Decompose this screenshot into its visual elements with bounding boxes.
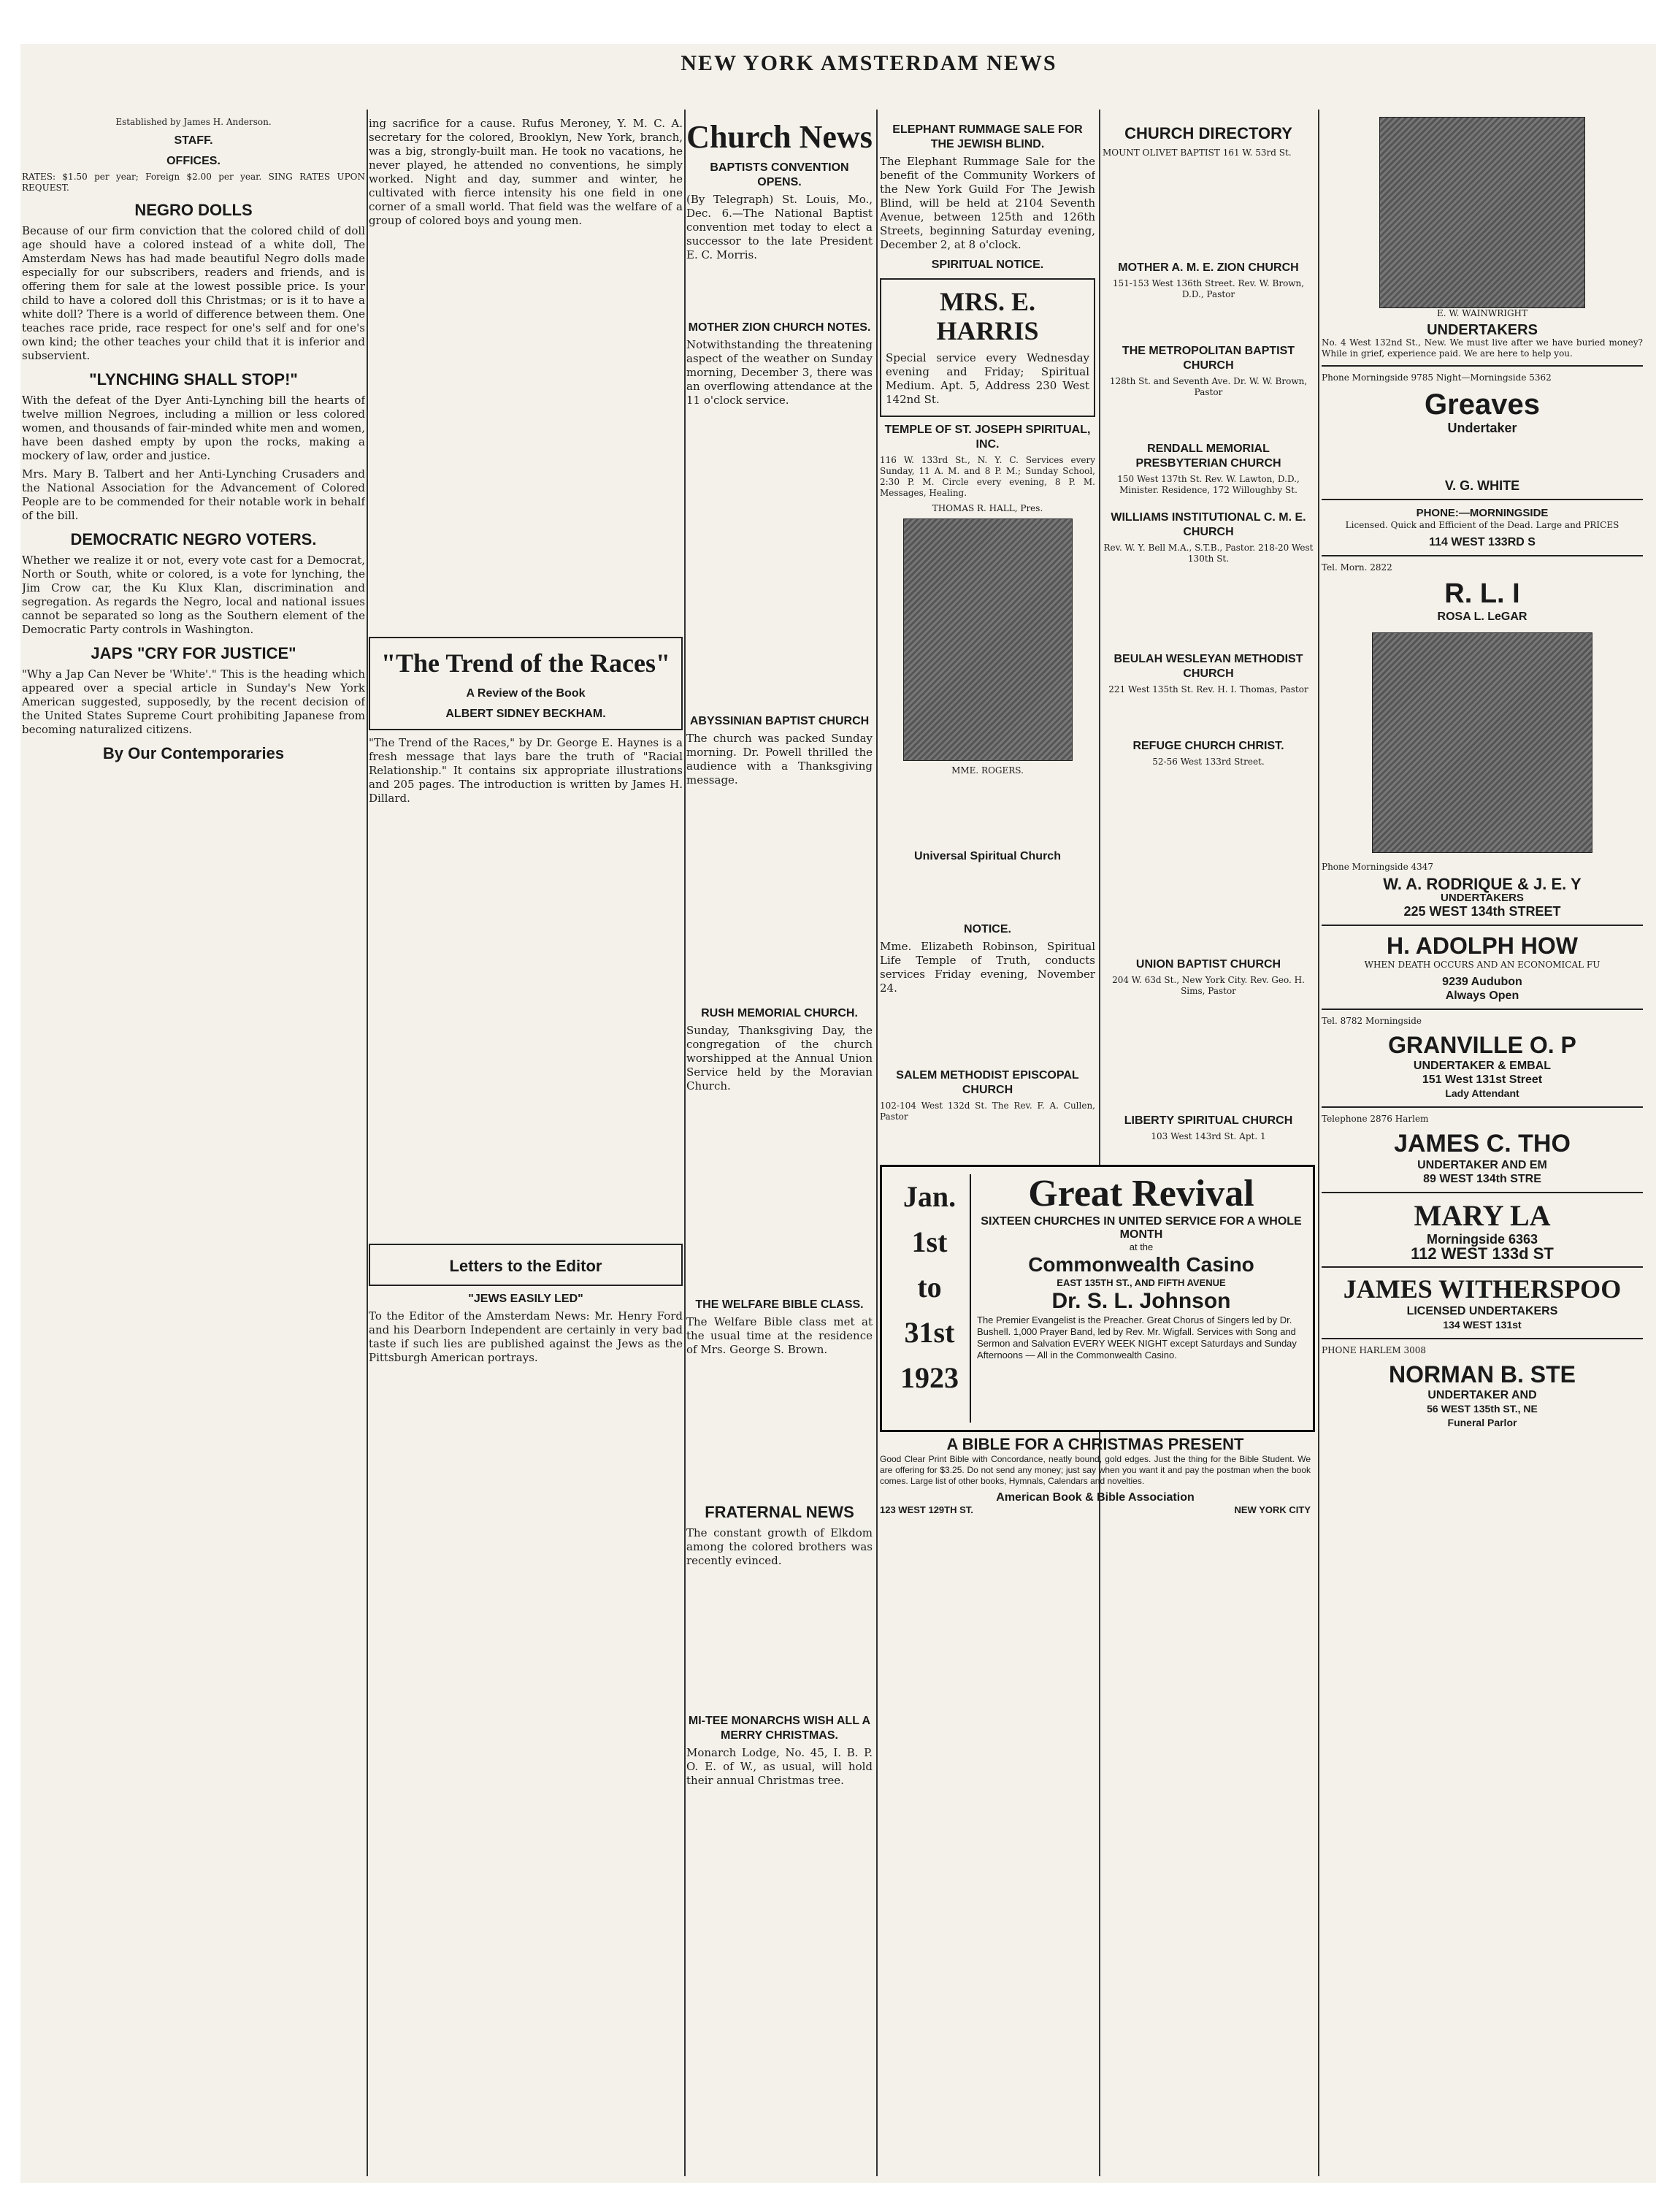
refuge-text: 52-56 West 133rd Street. [1152, 757, 1265, 767]
mitee-title: MI-TEE MONARCHS WISH ALL A MERRY CHRISTMAS. [688, 1715, 871, 1742]
james-name: JAMES C. THO [1394, 1130, 1571, 1157]
rodrigue-sub: UNDERTAKERS [1441, 892, 1524, 904]
rush-title: RUSH MEMORIAL CHURCH. [701, 1007, 858, 1019]
mitee-text: Monarch Lodge, No. 45, I. B. P. O. E. of W., as usual, will hold their annual Christmas tree. [686, 1746, 873, 1787]
rli-phone: Tel. Morn. 2822 [1322, 562, 1392, 573]
salem-title: SALEM METHODIST EPISCOPAL CHURCH [896, 1069, 1079, 1096]
church-news-title: Church News [686, 119, 873, 155]
revival-venue-address: EAST 135TH ST., AND FIFTH AVENUE [1057, 1277, 1226, 1288]
column-rule [684, 110, 686, 2176]
notice-text: Mme. Elizabeth Robinson, Spiritual Life Temple of Truth, conducts services Friday evening, November 24. [880, 940, 1095, 995]
revival-date-line: 1923 [900, 1361, 959, 1394]
bible-title: A BIBLE FOR A CHRISTMAS PRESENT [946, 1435, 1244, 1453]
harris-name: MRS. E. HARRIS [936, 287, 1039, 345]
phones-text: Phone Morningside 9785 Night—Morningside 5362 [1322, 372, 1552, 383]
notice-photo [1372, 632, 1592, 853]
torn-edge [0, 0, 1656, 44]
revival-date-line: to [917, 1271, 942, 1304]
harris-text: Special service every Wednesday evening and Friday; Spiritual Medium. Apt. 5, Address 230 West 142nd St. [886, 351, 1089, 406]
mary-name: MARY LA [1414, 1199, 1551, 1232]
greaves-sub: Undertaker [1447, 421, 1517, 435]
trend-title: "The Trend of the Races" [381, 648, 670, 678]
rodrigue-address: 225 WEST 134th STREET [1403, 904, 1561, 919]
negro-dolls-text: Because of our firm conviction that the colored child of doll age should have a colored instead of a white doll, The Amsterdam News has had made beautiful Negro dolls made especially for our subscribers, readers and friends, and is offering them for sale at the lowest possible price. Is your child to have a colored doll this Christmas; or is it to have a white doll? There is a world of difference between them. One teaches race pride, race respect for one's self and for one's own kind; the other teaches your child that it is inferior and subservient. [22, 224, 365, 362]
olivet-text: MOUNT OLIVET BAPTIST 161 W. 53rd St. [1103, 148, 1292, 158]
rummage-text: The Elephant Rummage Sale for the benefit of the Community Workers of the New York Guild For The Jewish Blind, will be held at 2104 Seventh Avenue, between 125th and 126th Streets, beginning Saturday evening, December 2, at 8 o'clock. [880, 155, 1095, 251]
trend-author: ALBERT SIDNEY BECKHAM. [445, 708, 606, 720]
bible-ad [880, 1435, 1311, 1603]
fraternal-text: The constant growth of Elkdom among the colored brothers was recently evinced. [686, 1526, 873, 1567]
rodrigue-name: W. A. RODRIQUE & J. E. Y [1383, 875, 1582, 893]
meroney-story: ing sacrifice for a cause. Rufus Meroney, Y. M. C. A. secretary for the colored, Brooklyn, New York, branch, was a big, strongly-built man. He took no vacations, he never played, he attended no conventions, he simply worked. Night and day, summer and winter, he cultivated with fierce intensity his one field in one corner of a small world. That field was the welfare of a group of colored boys and young men. [369, 117, 683, 227]
adolph-sub: WHEN DEATH OCCURS AND AN ECONOMICAL FU [1364, 960, 1601, 970]
revival-description: The Premier Evangelist is the Preacher. Great Chorus of Singers led by Dr. Bushell. 1,000 Prayer Band, led by Rev. Mr. Wigfall. Services with Song and Sermon and Salvation EVERY WEEK NIGHT except Saturdays and Sunday Afternoons — All in the Commonwealth Casino. [977, 1314, 1297, 1361]
divider [1322, 1266, 1643, 1268]
column-2 [369, 117, 683, 2162]
temple-pres: THOMAS R. HALL, Pres. [932, 503, 1043, 513]
witherspoon-address: 134 WEST 131st [1443, 1319, 1522, 1331]
morningside-phone: PHONE:—MORNINGSIDE [1416, 507, 1549, 519]
lynching-title: "LYNCHING SHALL STOP!" [89, 370, 298, 389]
torn-edge [0, 2183, 1656, 2212]
established-line: Established by James H. Anderson. [115, 117, 272, 127]
divider [1322, 1009, 1643, 1010]
fraternal-title: FRATERNAL NEWS [705, 1503, 854, 1521]
democratic-text: Whether we realize it or not, every vote cast for a Democrat, North or South, white or colored, is a vote for lynching, the Jim Crow car, the Ku Klux Klan, discrimination and segregation. As regards the Negro, local and national issues cannot be separated so long as the Southern element of the Democratic Party controls in Washington. [22, 554, 365, 636]
contemporaries-title: By Our Contemporaries [102, 744, 285, 762]
bible-address: 123 WEST 129TH ST. [880, 1504, 973, 1515]
bible-address-row [880, 1504, 1311, 1515]
licensed-text: Licensed. Quick and Efficient of the Dead. Large and PRICES [1345, 520, 1619, 530]
rli-name: R. L. I [1444, 578, 1520, 609]
granville-tel: Tel. 8782 Morningside [1322, 1016, 1422, 1026]
universal-title: Universal Spiritual Church [914, 850, 1061, 862]
torn-edge [0, 0, 20, 2212]
refuge-title: REFUGE CHURCH CHRIST. [1132, 740, 1284, 752]
divider [1322, 1338, 1643, 1339]
negro-dolls-title: NEGRO DOLLS [134, 201, 253, 219]
zion-title: MOTHER ZION CHURCH NOTES. [688, 321, 871, 334]
wainwright-photo [1379, 117, 1585, 308]
wainwright-text: No. 4 West 132nd St., New. We must live after we have buried money? While in grief, experience paid. We are here to help you. [1322, 337, 1643, 359]
adolph-name: H. ADOLPH HOW [1387, 933, 1578, 959]
revival-date-line: 31st [904, 1316, 955, 1349]
baptists-title: BAPTISTS CONVENTION OPENS. [710, 161, 849, 188]
church-directory-header: CHURCH DIRECTORY [1124, 124, 1292, 142]
column-3 [686, 117, 873, 2162]
talbert-text: Mrs. Mary B. Talbert and her Anti-Lynching Crusaders and the National Association for the Advancement of Colored People are to be commended for their notable work in behalf of the bill. [22, 467, 365, 522]
column-4 [880, 117, 1095, 2162]
adolph-phone: 9239 Audubon [1442, 976, 1522, 988]
divider [1322, 925, 1643, 926]
column-rule [876, 110, 878, 2176]
williams-title: WILLIAMS INSTITUTIONAL C. M. E. CHURCH [1111, 511, 1306, 538]
granville-sub: UNDERTAKER & EMBAL [1413, 1060, 1552, 1072]
lynching-text: With the defeat of the Dyer Anti-Lynching bill the hearts of twelve million Negroes, including a million or less colored women, and thousands of fair-minded white men and women, have been dashed empty by upon the rocks, making a mockery of law, order and justice. [22, 394, 365, 462]
japs-text: "Why a Jap Can Never be 'White'." This is the heading which appeared over a special article in Sunday's New York American suggested, supposedly, by the recent decision of the United States Supreme Court prohibiting Japanese from becoming naturalized citizens. [22, 667, 365, 736]
column-rule [367, 110, 368, 2176]
witherspoon-name: JAMES WITHERSPOO [1343, 1274, 1622, 1304]
divider [1322, 555, 1643, 556]
zion-text: Notwithstanding the threatening aspect of the weather on Sunday morning, December 3, there was an overflowing attendance at the 11 o'clock service. [686, 338, 873, 407]
granville-name: GRANVILLE O. P [1388, 1032, 1576, 1058]
trend-box [369, 637, 683, 730]
bible-city: NEW YORK CITY [1234, 1504, 1311, 1515]
norman-phone: PHONE HARLEM 3008 [1322, 1345, 1426, 1355]
trend-subtitle: A Review of the Book [466, 687, 586, 700]
rendall-text: 150 West 137th St. Rev. W. Lawton, D.D., Minister. Residence, 172 Willoughby St. [1117, 474, 1300, 495]
notice-title: NOTICE. [964, 923, 1011, 935]
james-sub: UNDERTAKER AND EM [1417, 1159, 1547, 1171]
democratic-title: DEMOCRATIC NEGRO VOTERS. [70, 530, 317, 548]
divider [1322, 1106, 1643, 1108]
column-6 [1322, 117, 1643, 2162]
revival-date-line: Jan. [902, 1180, 957, 1213]
spiritual-notice: SPIRITUAL NOTICE. [931, 259, 1044, 271]
letters-title: Letters to the Editor [449, 1257, 602, 1275]
wainwright-title: UNDERTAKERS [1427, 322, 1538, 338]
norman-sub: UNDERTAKER AND [1427, 1389, 1537, 1401]
rosa-name: ROSA L. LeGAR [1437, 611, 1527, 623]
harris-ad [880, 278, 1095, 417]
letters-box [369, 1244, 683, 1286]
salem-text: 102-104 West 132d St. The Rev. F. A. Cullen, Pastor [880, 1101, 1095, 1122]
jews-text: To the Editor of the Amsterdam News: Mr. Henry Ford and his Dearborn Independent are certainly in very bad taste if such lies are published against the Jews as the Pittsburgh American portrays. [369, 1309, 683, 1364]
great-revival-ad [880, 1165, 1315, 1432]
rummage-title: ELEPHANT RUMMAGE SALE FOR THE JEWISH BLIND. [892, 123, 1083, 150]
portrait-photo [903, 518, 1073, 761]
rli-address: 114 WEST 133RD S [1429, 536, 1536, 548]
column-1 [22, 117, 365, 2162]
divider [1322, 499, 1643, 500]
revival-title: Great Revival [1028, 1173, 1254, 1214]
trend-text: "The Trend of the Races," by Dr. George E. Haynes is a fresh message that lays bare the truth of "Racial Relationship." It contains six appropriate illustrations and 205 pages. The introduction is written by James H. Dillard. [369, 736, 683, 805]
rodrigue-phone: Phone Morningside 4347 [1322, 862, 1434, 872]
revival-sub: SIXTEEN CHURCHES IN UNITED SERVICE FOR A WHOLE MONTH [981, 1215, 1302, 1241]
norman-address: 56 WEST 135th ST., NE [1427, 1403, 1538, 1415]
welfare-title: THE WELFARE BIBLE CLASS. [695, 1298, 864, 1311]
liberty-text: 103 West 143rd St. Apt. 1 [1151, 1131, 1266, 1141]
abyssinian-text: The church was packed Sunday morning. Dr. Powell thrilled the audience with a Thanksgiving message. [686, 732, 873, 787]
funeral-parlor: Funeral Parlor [1447, 1417, 1517, 1428]
revival-dates [889, 1174, 971, 1423]
bible-text: Good Clear Print Bible with Concordance, neatly bound, gold edges. Just the thing for the Bible Student. We are offering for $3.25. Do not send any money; just say when you want it and pay the postman when the book comes. Large list of other books, Hymnals, Calendars and novelties. [880, 1454, 1311, 1486]
abyssinian-title: ABYSSINIAN BAPTIST CHURCH [689, 715, 870, 727]
norman-name: NORMAN B. STE [1389, 1361, 1576, 1388]
divider [1322, 1192, 1643, 1193]
beulah-text: 221 West 135th St. Rev. H. I. Thomas, Pastor [1108, 684, 1308, 694]
metropolitan-title: THE METROPOLITAN BAPTIST CHURCH [1122, 345, 1295, 372]
temple-title: TEMPLE OF ST. JOSEPH SPIRITUAL, INC. [884, 424, 1091, 451]
rush-text: Sunday, Thanksgiving Day, the congregation of the church worshipped at the Annual Union Service held by the Moravian Church. [686, 1024, 873, 1092]
williams-text: Rev. W. Y. Bell M.A., S.T.B., Pastor. 218-20 West 130th St. [1103, 543, 1314, 564]
staff-heading: STAFF. [174, 134, 213, 147]
witherspoon-sub: LICENSED UNDERTAKERS [1406, 1305, 1558, 1317]
liberty-title: LIBERTY SPIRITUAL CHURCH [1124, 1114, 1293, 1127]
revival-details [977, 1173, 1306, 1361]
union-title: UNION BAPTIST CHURCH [1135, 958, 1281, 971]
metropolitan-text: 128th St. and Seventh Ave. Dr. W. W. Brown, Pastor [1109, 376, 1308, 397]
union-text: 204 W. 63d St., New York City. Rev. Geo. H. Sims, Pastor [1112, 975, 1305, 996]
mother-ame-title: MOTHER A. M. E. ZION CHURCH [1118, 261, 1299, 274]
offices-heading: OFFICES. [166, 155, 221, 167]
harlem-tel: Telephone 2876 Harlem [1322, 1114, 1429, 1124]
revival-speaker: Dr. S. L. Johnson [1051, 1289, 1231, 1313]
bible-org: American Book & Bible Association [996, 1491, 1195, 1504]
temple-text: 116 W. 133rd St., N. Y. C. Services every Sunday, 11 A. M. and 8 P. M.; Sunday School, 2:30 P. M. Circle every evening, 8 P. M. Messages, Healing. [880, 455, 1095, 498]
jews-title: "JEWS EASILY LED" [468, 1293, 583, 1305]
james-address: 89 WEST 134th STRE [1423, 1173, 1541, 1185]
baptists-text: (By Telegraph) St. Louis, Mo., Dec. 6.—The National Baptist convention met today to elect a successor to the late President E. C. Morris. [686, 193, 873, 261]
wainwright-caption: E. W. WAINWRIGHT [1436, 308, 1528, 318]
welfare-text: The Welfare Bible class met at the usual time at the residence of Mrs. George S. Brown. [686, 1315, 873, 1356]
beulah-title: BEULAH WESLEYAN METHODIST CHURCH [1113, 653, 1303, 680]
divider [1322, 365, 1643, 367]
mary-phone: Morningside 6363 [1426, 1232, 1538, 1247]
column-rule [1099, 110, 1100, 2176]
mary-address: 112 WEST 133d ST [1411, 1244, 1554, 1263]
revival-at: at the [1129, 1241, 1154, 1252]
masthead-title: NEW YORK AMSTERDAM NEWS [681, 51, 1057, 75]
mother-ame-text: 151-153 West 136th Street. Rev. W. Brown, D.D., Pastor [1112, 278, 1305, 299]
granville-address: 151 West 131st Street [1422, 1074, 1543, 1086]
japs-title: JAPS "CRY FOR JUSTICE" [91, 644, 296, 662]
column-5 [1103, 117, 1314, 2162]
rates-text: RATES: $1.50 per year; Foreign $2.00 per year. SING RATES UPON REQUEST. [22, 172, 365, 193]
column-rule [1318, 110, 1319, 2176]
always-open: Always Open [1445, 990, 1519, 1002]
photo-caption: MME. ROGERS. [951, 765, 1024, 776]
lady-attendant: Lady Attendant [1445, 1087, 1519, 1099]
greaves-name: Greaves [1425, 389, 1540, 421]
revival-date-line: 1st [911, 1225, 948, 1258]
revival-venue: Commonwealth Casino [1028, 1253, 1254, 1276]
greaves-white: V. G. WHITE [1444, 478, 1520, 493]
rendall-title: RENDALL MEMORIAL PRESBYTERIAN CHURCH [1135, 443, 1281, 470]
